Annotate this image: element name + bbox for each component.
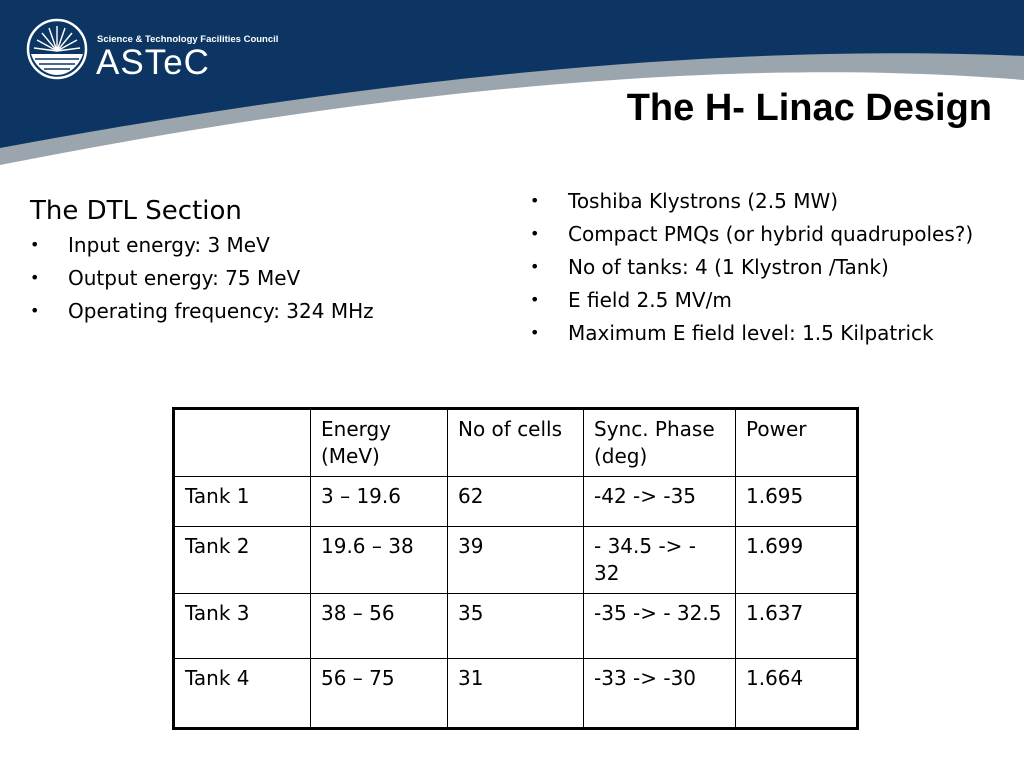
bullet-icon: • (30, 301, 40, 320)
table-cell: 39 (448, 527, 584, 594)
table-header-cell: Power (736, 409, 858, 477)
list-item-text: E field 2.5 MV/m (568, 288, 732, 312)
org-name: ASTeC (96, 43, 210, 82)
list-item (30, 298, 490, 324)
table-cell: Tank 2 (174, 527, 311, 594)
list-item (530, 221, 1000, 247)
table-header-cell: Energy (MeV) (311, 409, 448, 477)
tank-table (172, 407, 859, 730)
table-cell: 1.664 (736, 659, 858, 729)
table-cell: 62 (448, 477, 584, 527)
list-item-text: Toshiba Klystrons (2.5 MW) (568, 189, 839, 213)
bullet-icon: • (530, 323, 540, 342)
list-item-text: Output energy: 75 MeV (68, 266, 301, 290)
list-item-text: Input energy: 3 MeV (68, 233, 270, 257)
table-cell: - 34.5 -> - 32 (584, 527, 736, 594)
bullet-icon: • (30, 235, 40, 254)
table-cell: Tank 1 (174, 477, 311, 527)
list-item-text: Maximum E field level: 1.5 Kilpatrick (568, 321, 934, 345)
bullet-icon: • (30, 268, 40, 287)
table-cell: -42 -> -35 (584, 477, 736, 527)
bullet-icon: • (530, 290, 540, 309)
list-item-text: Operating frequency: 324 MHz (68, 299, 374, 323)
table-cell: 35 (448, 594, 584, 659)
page-title: The H- Linac Design (626, 87, 992, 129)
bullet-icon: • (530, 257, 540, 276)
design-parameters (530, 188, 1000, 353)
table-cell: -33 -> -30 (584, 659, 736, 729)
table-header-cell (174, 409, 311, 477)
table-header-row (174, 409, 858, 477)
sunburst-icon (26, 18, 88, 80)
list-item (30, 265, 490, 291)
table-row (174, 527, 858, 594)
parameter-bullet-list (530, 188, 1000, 346)
list-item-text: No of tanks: 4 (1 Klystron /Tank) (568, 255, 889, 279)
table-cell: 38 – 56 (311, 594, 448, 659)
list-item (530, 254, 1000, 280)
table-cell: 1.699 (736, 527, 858, 594)
header-banner (0, 0, 1024, 170)
table-cell: 56 – 75 (311, 659, 448, 729)
table-cell: 19.6 – 38 (311, 527, 448, 594)
list-item-text: Compact PMQs (or hybrid quadrupoles?) (568, 222, 974, 246)
table-header-cell: No of cells (448, 409, 584, 477)
table-cell: Tank 4 (174, 659, 311, 729)
bullet-icon: • (530, 191, 540, 210)
bullet-icon: • (530, 224, 540, 243)
org-line: Science & Technology Facilities Council (97, 34, 279, 45)
table-row (174, 594, 858, 659)
list-item (530, 188, 1000, 214)
section-heading: The DTL Section (30, 196, 242, 226)
table-cell: 1.637 (736, 594, 858, 659)
table-row (174, 659, 858, 729)
table-cell: 1.695 (736, 477, 858, 527)
table-row (174, 477, 858, 527)
table-cell: -35 -> - 32.5 (584, 594, 736, 659)
list-item (530, 320, 1000, 346)
table-cell: 3 – 19.6 (311, 477, 448, 527)
dtl-bullet-list (30, 232, 490, 324)
table-header-cell: Sync. Phase (deg) (584, 409, 736, 477)
list-item (30, 232, 490, 258)
table-cell: 31 (448, 659, 584, 729)
table-cell: Tank 3 (174, 594, 311, 659)
dtl-section (30, 196, 490, 331)
list-item (530, 287, 1000, 313)
